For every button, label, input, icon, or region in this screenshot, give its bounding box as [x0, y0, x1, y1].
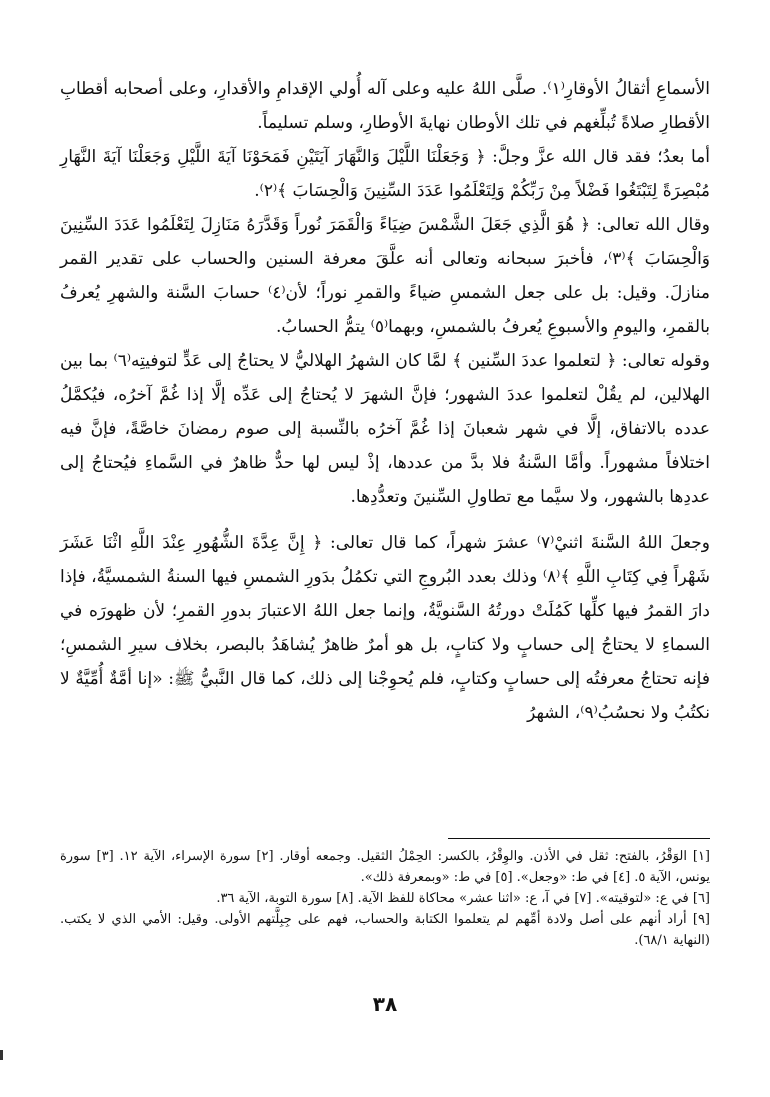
- footnote-line: [٩] أراد أنهم على أصل ولادة أمِّهم لم يتعلموا الكتابة والحساب، فهم على جِبِلَّتهم الأولى. وقيل: الأمي الذي لا يكتب. (النهاية ٦٨/١).: [60, 912, 710, 948]
- paragraph-twelve-months: وجعلَ اللهُ السَّنةَ اثنيْ⁽٧⁾ عشرَ شهراً، كما قال تعالى: ﴿ إِنَّ عِدَّةَ الشُّهُورِ عِنْدَ اللَّهِ اثْنَا عَشَرَ شَهْراً فِي كِتَابِ اللَّهِ ﴾⁽٨⁾ وذلك بعدد البُروجِ التي تكمُلُ بدَورِ الشمسِ فيها السنةُ الشمسيَّةُ، فإذا دارَ القمرُ فيها كلِّها كَمُلَتْ دورتُهُ السَّنويَّةُ، وإنما جعل اللهُ الاعتبارَ بدورِ القمرِ؛ لأن ظهورَه في السماءِ لا يحتاجُ إلى حسابٍ ولا كتابٍ، بل هو أمرٌ ظاهرٌ يُشاهَدُ بالبصر، بخلاف سيرِ الشمسِ؛ فإنه تحتاجُ معرفتُه إلى حسابٍ وكتابٍ، فلم يُحوِجْنا إلى ذلك، كما قال النَّبيُّ ﷺ: «إنا أمَّةٌ أُمِّيَّةٌ لا نكتُبُ ولا نحسُبُ⁽٩⁾، الشهرُ: [60, 533, 710, 723]
- footnote-separator: [448, 838, 710, 839]
- paragraph-opening: الأسماعِ أثقالُ الأوقارِ⁽١⁾. صلَّى اللهُ عليه وعلى آله أُولي الإقدامِ والأقدارِ، وعلى أصحابه أقطابِ الأقطارِ صلاةً تُبلِّغهم في تلك الأوطان نهايةَ الأوطارِ، وسلم تسليماً.: [60, 79, 710, 133]
- paragraph-ayah-sun-moon: وقال الله تعالى: ﴿ هُوَ الَّذِي جَعَلَ الشَّمْسَ ضِيَاءً وَالْقَمَرَ نُوراً وَقَدَّرَهُ مَنَازِلَ لِتَعْلَمُوا عَدَدَ السِّنِينَ وَالْحِسَابَ ﴾⁽٣⁾، فأخبرَ سبحانه وتعالى أنه علَّقَ معرفة السنين والحساب على تقدير القمر منازلَ. وقيل: بل على جعل الشمسِ ضياءً والقمرِ نوراً؛ لأن⁽٤⁾ حسابَ السَّنة والشهرِ يُعرفُ بالقمرِ، واليومِ والأسبوعِ يُعرفُ بالشمسِ، وبهما⁽٥⁾ يتمُّ الحسابُ.: [60, 215, 710, 337]
- scan-edge-mark: [0, 1050, 3, 1060]
- main-text: [60, 72, 710, 730]
- footnote-line: [٦] في ع: «لتوقيته». [٧] في آ، ع: «اثنا عشر» محاكاة للفظ الآية. [٨] سورة التوبة، الآية ٣٦.: [216, 891, 710, 906]
- paragraph-gap: [60, 514, 710, 526]
- page-number: ٣٨: [372, 992, 398, 1016]
- footnote-line: [١] الوَقْرُ، بالفتح: ثقل في الأذن. والوِقْرُ، بالكسر: الحِمْلُ الثقيل. وجمعه أوقار. [٢] سورة الإسراء، الآية ١٢. [٣] سورة يونس، الآية ٥. [٤] في ط: «وجعل». [٥] في ط: «وبمعرفة ذلك».: [60, 849, 710, 885]
- paragraph-number-of-years: وقوله تعالى: ﴿ لتعلموا عددَ السِّنين ﴾ لمَّا كان الشهرُ الهلاليُّ لا يحتاجُ إلى عَدٍّ لتوفيتِه⁽٦⁾ بما بين الهلالين، لم يقُلْ لتعلموا عددَ الشهور؛ فإنَّ الشهرَ لا يُحتاجُ إلى عَدِّه إلَّا إذا غُمَّ آخرُه، فيُكمَّلُ عدده بالاتفاق، إلَّا في شهر شعبانَ إذا غُمَّ آخرُه بالنِّسبة إلى صوم رمضانَ خاصَّةً، فإنَّ فيه اختلافاً مشهوراً. وأمَّا السَّنةُ فلا بدَّ من عددها، إذْ ليس لها حدٌّ ظاهرٌ في السَّماءِ فيُحتاجُ إلى عددِها بالشهور، ولا سيَّما مع تطاولِ السِّنينَ وتعدُّدِها.: [60, 351, 710, 507]
- paragraph-ayah-night-day: أما بعدُ؛ فقد قال الله عزَّ وجلَّ: ﴿ وَجَعَلْنَا اللَّيْلَ وَالنَّهَارَ آيَتَيْنِ فَمَحَوْنَا آيَةَ اللَّيْلِ وَجَعَلْنَا آيَةَ النَّهَارِ مُبْصِرَةً لِتَبْتَغُوا فَضْلاً مِنْ رَبِّكُمْ وَلِتَعْلَمُوا عَدَدَ السِّنِينَ وَالْحِسَابَ ﴾⁽٢⁾.: [60, 147, 710, 201]
- footnotes: [60, 846, 710, 951]
